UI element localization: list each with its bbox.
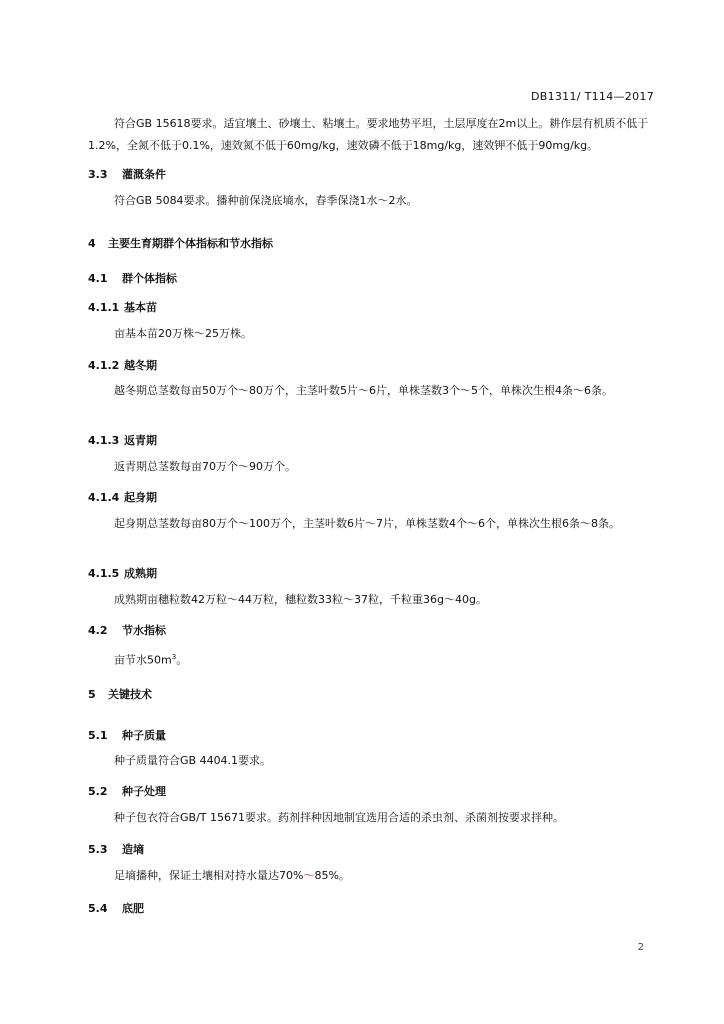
heading-title: 基本苗 bbox=[124, 301, 157, 314]
heading-4-1-4 bbox=[88, 489, 157, 505]
water-saving-paragraph bbox=[88, 646, 658, 672]
mature-paragraph: 成熟期亩穗粒数42万粒～44万粒，穗粒数33粒～37粒，千粒重36g～40g。 bbox=[114, 593, 487, 606]
heading-number: 4 bbox=[88, 237, 96, 250]
heading-4-1-5 bbox=[88, 565, 157, 581]
heading-number: 4.1.1 bbox=[88, 301, 120, 314]
rise-paragraph: 起身期总茎数每亩80万个～100万个，主茎叶数6片～7片，单株茎数4个～6个，单株次生根6条～8条。 bbox=[114, 517, 620, 530]
soil-requirements-paragraph: 符合GB 15618要求。适宜壤土、砂壤土、粘壤土。要求地势平坦，土层厚度在2m以上。耕作层有机质不低于1.2%，全氮不低于0.1%，速效氮不低于60mg/kg，速效磷不低于18mg/kg，速效钾不低于90mg/kg。 bbox=[88, 117, 649, 152]
water-text-end: 。 bbox=[176, 653, 188, 667]
heading-3-3 bbox=[88, 166, 166, 182]
heading-number: 3.3 bbox=[88, 168, 108, 181]
heading-number: 5 bbox=[88, 688, 96, 701]
heading-4 bbox=[88, 235, 273, 251]
heading-4-1-2 bbox=[88, 357, 157, 373]
heading-title: 关键技术 bbox=[108, 688, 152, 701]
seedling-paragraph: 亩基本苗20万株～25万株。 bbox=[114, 327, 252, 340]
heading-title: 造墒 bbox=[122, 843, 144, 856]
irrigation-paragraph: 符合GB 5084要求。播种前保浇底墒水，春季保浇1水～2水。 bbox=[114, 194, 418, 207]
heading-title: 起身期 bbox=[124, 491, 157, 504]
regreen-paragraph: 返青期总茎数每亩70万个～90万个。 bbox=[114, 460, 296, 473]
heading-number: 4.1.2 bbox=[88, 359, 120, 372]
heading-number: 4.1.5 bbox=[88, 567, 120, 580]
heading-5-2 bbox=[88, 783, 166, 799]
heading-5-1 bbox=[88, 727, 166, 743]
heading-number: 5.2 bbox=[88, 785, 108, 798]
seed-quality-paragraph: 种子质量符合GB 4404.1要求。 bbox=[114, 754, 272, 767]
heading-title: 返青期 bbox=[124, 434, 157, 447]
winter-paragraph: 越冬期总茎数每亩50万个～80万个，主茎叶数5片～6片，单株茎数3个～5个，单株次生根4条～6条。 bbox=[114, 384, 613, 397]
seed-treatment-paragraph: 种子包衣符合GB/T 15671要求。药剂拌种因地制宜选用合适的杀虫剂、杀菌剂按要求拌种。 bbox=[114, 811, 564, 824]
moisture-paragraph bbox=[88, 865, 658, 887]
heading-title: 底肥 bbox=[122, 902, 144, 915]
heading-number: 4.1 bbox=[88, 272, 108, 285]
heading-title: 节水指标 bbox=[122, 624, 166, 637]
heading-number: 5.3 bbox=[88, 843, 108, 856]
heading-number: 5.1 bbox=[88, 729, 108, 742]
heading-title: 成熟期 bbox=[124, 567, 157, 580]
heading-title: 种子处理 bbox=[122, 785, 166, 798]
page-number: 2 bbox=[637, 942, 644, 953]
heading-5 bbox=[88, 686, 152, 702]
heading-5-3 bbox=[88, 841, 144, 857]
heading-4-1-1 bbox=[88, 299, 157, 315]
heading-number: 4.1.4 bbox=[88, 491, 120, 504]
heading-number: 4.1.3 bbox=[88, 434, 120, 447]
heading-title: 主要生育期群个体指标和节水指标 bbox=[108, 237, 273, 250]
document-code: DB1311/ T114—2017 bbox=[530, 90, 654, 103]
superscript: 3 bbox=[171, 653, 177, 661]
heading-4-2 bbox=[88, 622, 166, 638]
moisture-text-end: 85%。 bbox=[314, 869, 350, 882]
heading-number: 5.4 bbox=[88, 902, 108, 915]
heading-4-1-3 bbox=[88, 432, 157, 448]
heading-title: 种子质量 bbox=[122, 729, 166, 742]
moisture-text: 足墒播种，保证土壤相对持水量达70% bbox=[114, 869, 304, 882]
heading-number: 4.2 bbox=[88, 624, 108, 637]
water-text: 亩节水50m bbox=[114, 653, 172, 667]
heading-title: 越冬期 bbox=[124, 359, 157, 372]
heading-title: 群个体指标 bbox=[122, 272, 177, 285]
highlighted-tilde: ～ bbox=[303, 869, 315, 882]
heading-5-4 bbox=[88, 900, 144, 916]
heading-4-1 bbox=[88, 270, 177, 286]
heading-title: 灌溉条件 bbox=[122, 168, 166, 181]
